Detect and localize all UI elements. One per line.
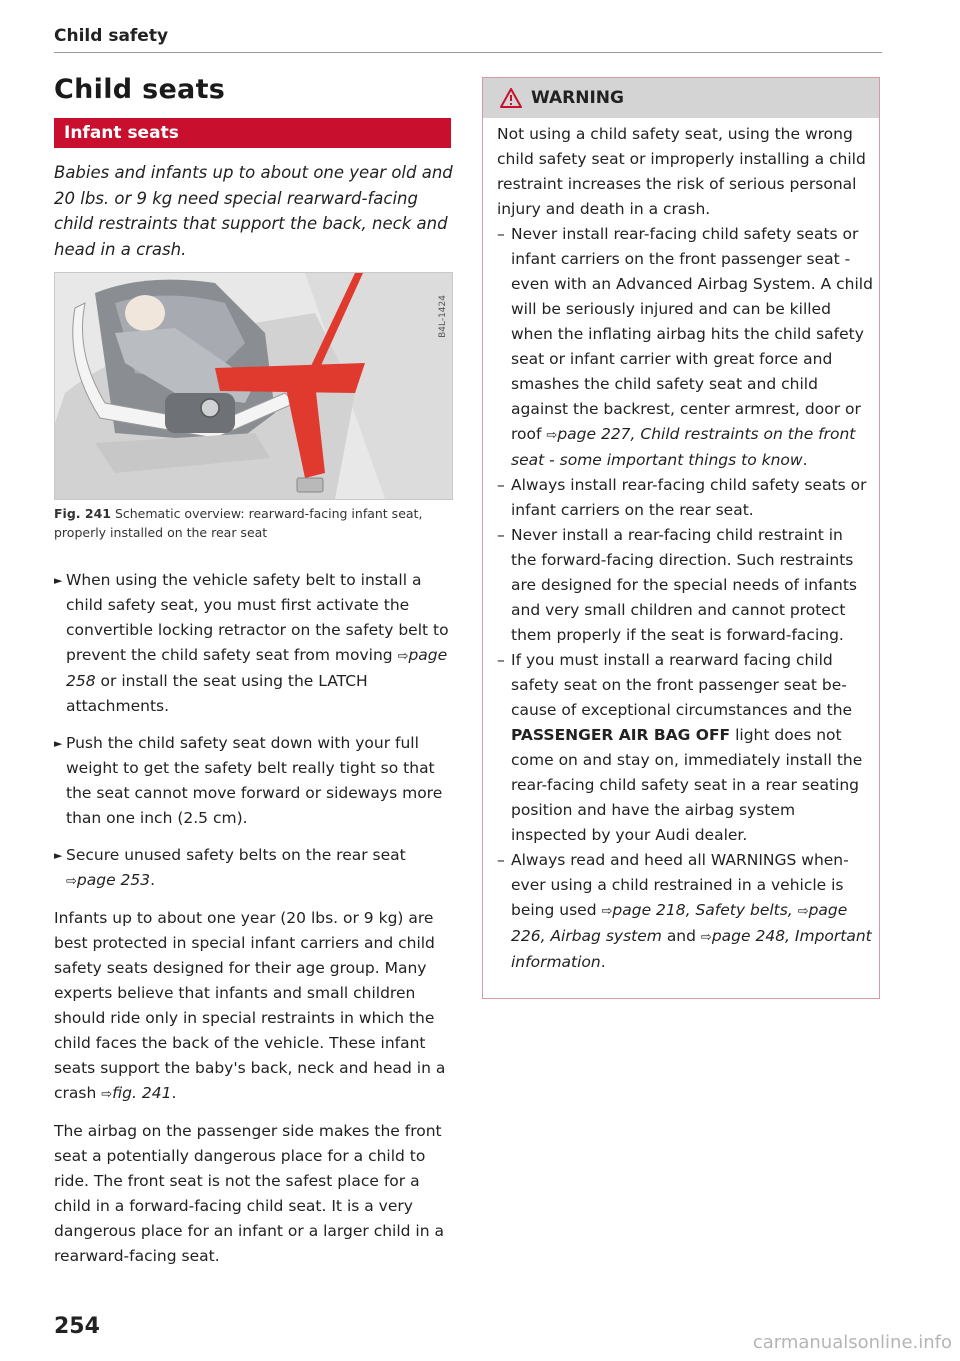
- instruction-item-2: [54, 731, 454, 831]
- section-heading: Infant seats: [64, 123, 179, 143]
- paragraph-1-text: Infants up to about one year (20 lbs. or 9 kg) are best protected in special infant carriers and child safety seats designed for their age group. Many experts believe that infants and small children should ride only in special restraints in which the child faces the back of the vehicle. These infant seats support the baby's back, neck and head in a crash: [54, 909, 446, 1102]
- page-number: 254: [54, 1314, 100, 1339]
- caption-text: Schematic overview: rearward-facing infant seat, properly installed on the rear seat: [54, 506, 423, 540]
- dash-marker: –: [497, 476, 505, 494]
- body-paragraph-2: The airbag on the passenger side makes the front seat a potentially dangerous place for a child to ride. The front seat is not the safest place for a child in a forward-facing child seat. It is a very dangerous place for an infant or a larger child in a rearward-facing seat.: [54, 1122, 444, 1265]
- figure-code: B4L-1424: [438, 295, 448, 338]
- instruction-1-text: When using the vehicle safety belt to install a child safety seat, you must first activate the convertible locking retractor on the safety belt to prevent the child safety seat from moving: [66, 571, 449, 664]
- page-title: Child seats: [54, 74, 226, 105]
- watermark: carmanualsonline.info: [752, 1332, 952, 1353]
- intro-paragraph: Babies and infants up to about one year old and 20 lbs. or 9 kg need special rearward-facing child restraints that support the back, neck and head in a crash.: [54, 163, 453, 259]
- instruction-1-tail: or install the seat using the LATCH attachments.: [66, 672, 368, 715]
- instruction-item-3: [54, 843, 454, 894]
- page-ref-link[interactable]: page 248, Important information: [511, 927, 872, 971]
- page-ref-link[interactable]: page 253: [76, 871, 151, 889]
- warning-1-tail: .: [802, 451, 808, 469]
- warning-title: WARNING: [531, 88, 624, 108]
- warning-2-text: Always install rear-facing child safety seats or infant carriers on the rear seat.: [511, 476, 867, 519]
- warning-3-text: Never install a rear-facing child restraint in the forward-facing direction. Such restraints are designed for the special needs of infants and very small children and cannot protect them properly if the seat is forward-facing.: [511, 526, 857, 644]
- instruction-3-tail: .: [150, 871, 156, 889]
- arrow-icon: ⇨: [546, 428, 558, 443]
- figure-241: [54, 272, 453, 500]
- intro-text: [54, 160, 454, 262]
- page-ref-link[interactable]: page 258: [66, 646, 448, 690]
- instruction-3-text: Secure unused safety belts on the rear seat: [66, 846, 406, 864]
- page-ref-link[interactable]: page 218, Safety belts,: [612, 901, 793, 919]
- body-paragraph-1: [54, 906, 454, 1107]
- instruction-item-1: [54, 568, 454, 719]
- bullet-marker: ►: [54, 849, 63, 862]
- left-column-body: [54, 568, 454, 1281]
- dash-marker: –: [497, 526, 505, 544]
- caption-label: Fig. 241: [54, 506, 111, 521]
- arrow-icon: ⇨: [101, 1087, 113, 1102]
- page-ref-link[interactable]: page 227, Child restraints on the front seat - some important things to know: [511, 425, 856, 469]
- bullet-marker: ►: [54, 574, 63, 587]
- warning-5-tail: .: [600, 953, 606, 971]
- dash-marker: –: [497, 851, 505, 869]
- warning-1-text: Never install rear-facing child safety seats or infant carriers on the front passenger seat - even with an Advanced Airbag System. A child will be seriously injured and can be killed when the inflating airbag hits the child safety seat or infant carrier with great force and smashes the child safety seat and child against the backrest, center armrest, door or roof: [511, 225, 873, 443]
- figure-ref-link[interactable]: fig. 241: [112, 1084, 172, 1102]
- warning-4-text: If you must install a rearward facing child safety seat on the front passenger seat be-cause of exceptional circumstances and the: [511, 651, 853, 719]
- infant-seat-illustration: [55, 273, 452, 499]
- warning-item-4: [497, 648, 873, 848]
- paragraph-1-tail: .: [171, 1084, 177, 1102]
- arrow-icon: ⇨: [700, 930, 712, 945]
- page-ref-link[interactable]: page 226, Airbag system: [511, 901, 848, 945]
- arrow-icon: ⇨: [601, 904, 613, 919]
- section-heading-bar: [54, 118, 451, 148]
- warning-item-1: [497, 222, 873, 473]
- figure-caption: [54, 504, 451, 542]
- warning-4-tail: light does not come on and stay on, immediately install the rear-facing child safety seat in a rear seating position and have the airbag system inspected by your Audi dealer.: [511, 726, 863, 844]
- arrow-icon: ⇨: [397, 649, 409, 664]
- warning-box: [482, 77, 880, 999]
- warning-5-text: Always read and heed all WARNINGS when-ever using a child restrained in a vehicle is being used: [511, 851, 849, 919]
- warning-5-and: and: [666, 927, 696, 945]
- dash-marker: –: [497, 651, 505, 669]
- warning-item-2: [497, 473, 873, 523]
- dash-marker: –: [497, 225, 505, 243]
- warning-item-3: [497, 523, 873, 648]
- arrow-icon: ⇨: [797, 904, 809, 919]
- warning-intro: Not using a child safety seat, using the wrong child safety seat or improperly installing a child restraint increases the risk of serious personal injury and death in a crash.: [497, 125, 866, 218]
- header-rule: [54, 52, 882, 53]
- warning-body: [497, 122, 873, 975]
- warning-triangle-icon: [500, 88, 522, 108]
- instruction-2-text: Push the child safety seat down with your full weight to get the safety belt really tight so that the seat cannot move forward or sideways more than one inch (2.5 cm).: [66, 734, 443, 827]
- warning-item-5: [497, 848, 873, 975]
- bullet-marker: ►: [54, 737, 63, 750]
- airbag-light-label: PASSENGER AIR BAG OFF: [511, 726, 731, 744]
- warning-header: [483, 78, 879, 118]
- arrow-icon: ⇨: [66, 874, 77, 889]
- running-header: Child safety: [54, 26, 169, 46]
